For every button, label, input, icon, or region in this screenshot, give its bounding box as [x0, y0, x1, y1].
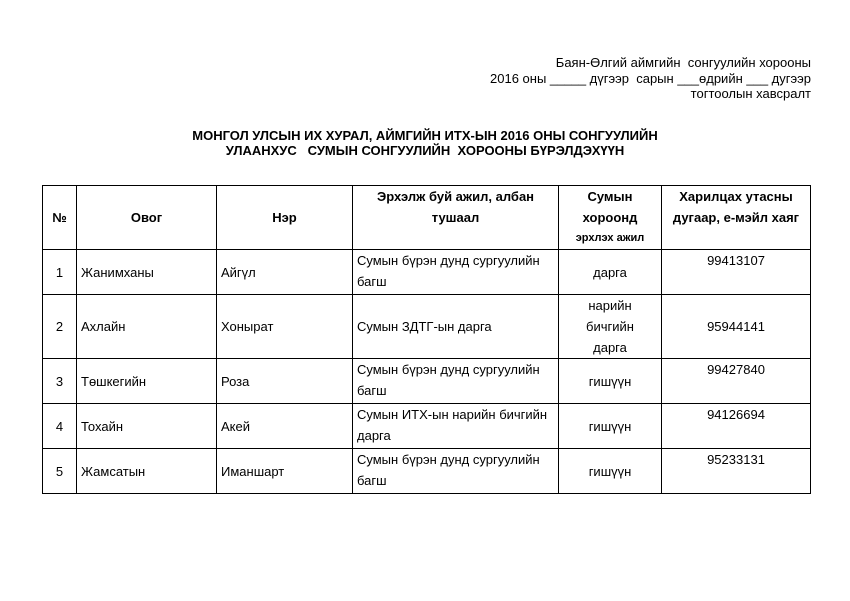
cell-job-line-2: багш: [357, 473, 387, 488]
cell-role-line-1: нарийн бичгийн: [586, 298, 634, 334]
cell-job: [353, 295, 559, 359]
members-table: [42, 185, 811, 494]
header-job-line-1: Эрхэлж буй ажил, албан: [376, 189, 535, 204]
header-surname: Овог: [77, 186, 217, 250]
table-header-row: [43, 186, 811, 250]
cell-num: 2: [43, 295, 77, 359]
cell-num: 4: [43, 404, 77, 449]
header-contact-line-2: дугаар, е-мэйл хаяг: [672, 210, 800, 225]
cell-role: [559, 250, 662, 295]
cell-role: [559, 404, 662, 449]
header-job: [353, 186, 559, 250]
cell-name: Акей: [217, 404, 353, 449]
cell-surname: Ахлайн: [77, 295, 217, 359]
header-job-line-2: тушаал: [431, 210, 480, 225]
header-contact: [662, 186, 811, 250]
cell-surname: Төшкегийн: [77, 359, 217, 404]
cell-job-line-1: Сумын бүрэн дунд сургуулийн: [357, 253, 540, 268]
cell-num: 1: [43, 250, 77, 295]
table-row: [43, 295, 811, 359]
cell-job: [353, 404, 559, 449]
cell-job-line-1: Сумын ИТХ-ын нарийн бичгийн: [357, 407, 548, 422]
cell-job-line-1: Сумын бүрэн дунд сургуулийн: [357, 362, 540, 377]
header-role: [559, 186, 662, 250]
header-role-line-1: Сумын хороонд: [582, 189, 638, 225]
table-row: [43, 449, 811, 494]
header-contact-line-1: Харилцах утасны: [679, 189, 793, 204]
cell-role-line-1: гишүүн: [588, 418, 632, 434]
table-row: [43, 404, 811, 449]
cell-role-line-1: дарга: [593, 264, 627, 280]
header-line-appendix: тогтоолын хавсралт: [690, 86, 811, 101]
cell-job: [353, 449, 559, 494]
document-title: [0, 128, 850, 158]
cell-role: [559, 359, 662, 404]
cell-role: [559, 449, 662, 494]
table-row: [43, 250, 811, 295]
cell-phone: 99427840: [662, 359, 811, 404]
cell-surname: Тохайн: [77, 404, 217, 449]
cell-role-line-1: гишүүн: [588, 373, 632, 389]
cell-name: Айгүл: [217, 250, 353, 295]
table-row: [43, 359, 811, 404]
cell-num: 3: [43, 359, 77, 404]
cell-role: [559, 295, 662, 359]
cell-job: [353, 359, 559, 404]
cell-job-line-2: дарга: [357, 428, 391, 443]
cell-job-line-2: багш: [357, 274, 387, 289]
title-line-1: МОНГОЛ УЛСЫН ИХ ХУРАЛ, АЙМГИЙН ИТХ-ЫН 2016 ОНЫ СОНГУУЛИЙН: [192, 128, 658, 143]
cell-phone: 94126694: [662, 404, 811, 449]
header-line-committee: Баян-Өлгий аймгийн сонгуулийн хорооны: [555, 55, 811, 70]
header-line-date: 2016 оны _____ дүгээр сарын ___өдрийн ___ дугээр: [490, 70, 811, 86]
cell-job-line-2: багш: [357, 383, 387, 398]
cell-job-line-1: Сумын ЗДТГ-ын дарга: [357, 319, 492, 334]
cell-job-line-1: Сумын бүрэн дунд сургуулийн: [357, 452, 540, 467]
cell-surname: Жамсатын: [77, 449, 217, 494]
cell-name: Иманшарт: [217, 449, 353, 494]
cell-role-line-1: гишүүн: [588, 463, 632, 479]
header-num: №: [43, 186, 77, 250]
cell-name: Хонырат: [217, 295, 353, 359]
cell-phone: 95233131: [662, 449, 811, 494]
header-name: Нэр: [217, 186, 353, 250]
cell-phone: 99413107: [662, 250, 811, 295]
cell-name: Роза: [217, 359, 353, 404]
title-line-2: УЛААНХУС СУМЫН СОНГУУЛИЙН ХОРООНЫ БҮРЭЛДЭХҮҮН: [225, 143, 625, 158]
cell-phone: 95944141: [662, 295, 811, 359]
cell-num: 5: [43, 449, 77, 494]
cell-surname: Жанимханы: [77, 250, 217, 295]
cell-job: [353, 250, 559, 295]
cell-role-line-2: дарга: [593, 340, 627, 355]
document-header: [490, 55, 811, 102]
header-role-line-2: эрхлэх ажил: [575, 232, 645, 244]
